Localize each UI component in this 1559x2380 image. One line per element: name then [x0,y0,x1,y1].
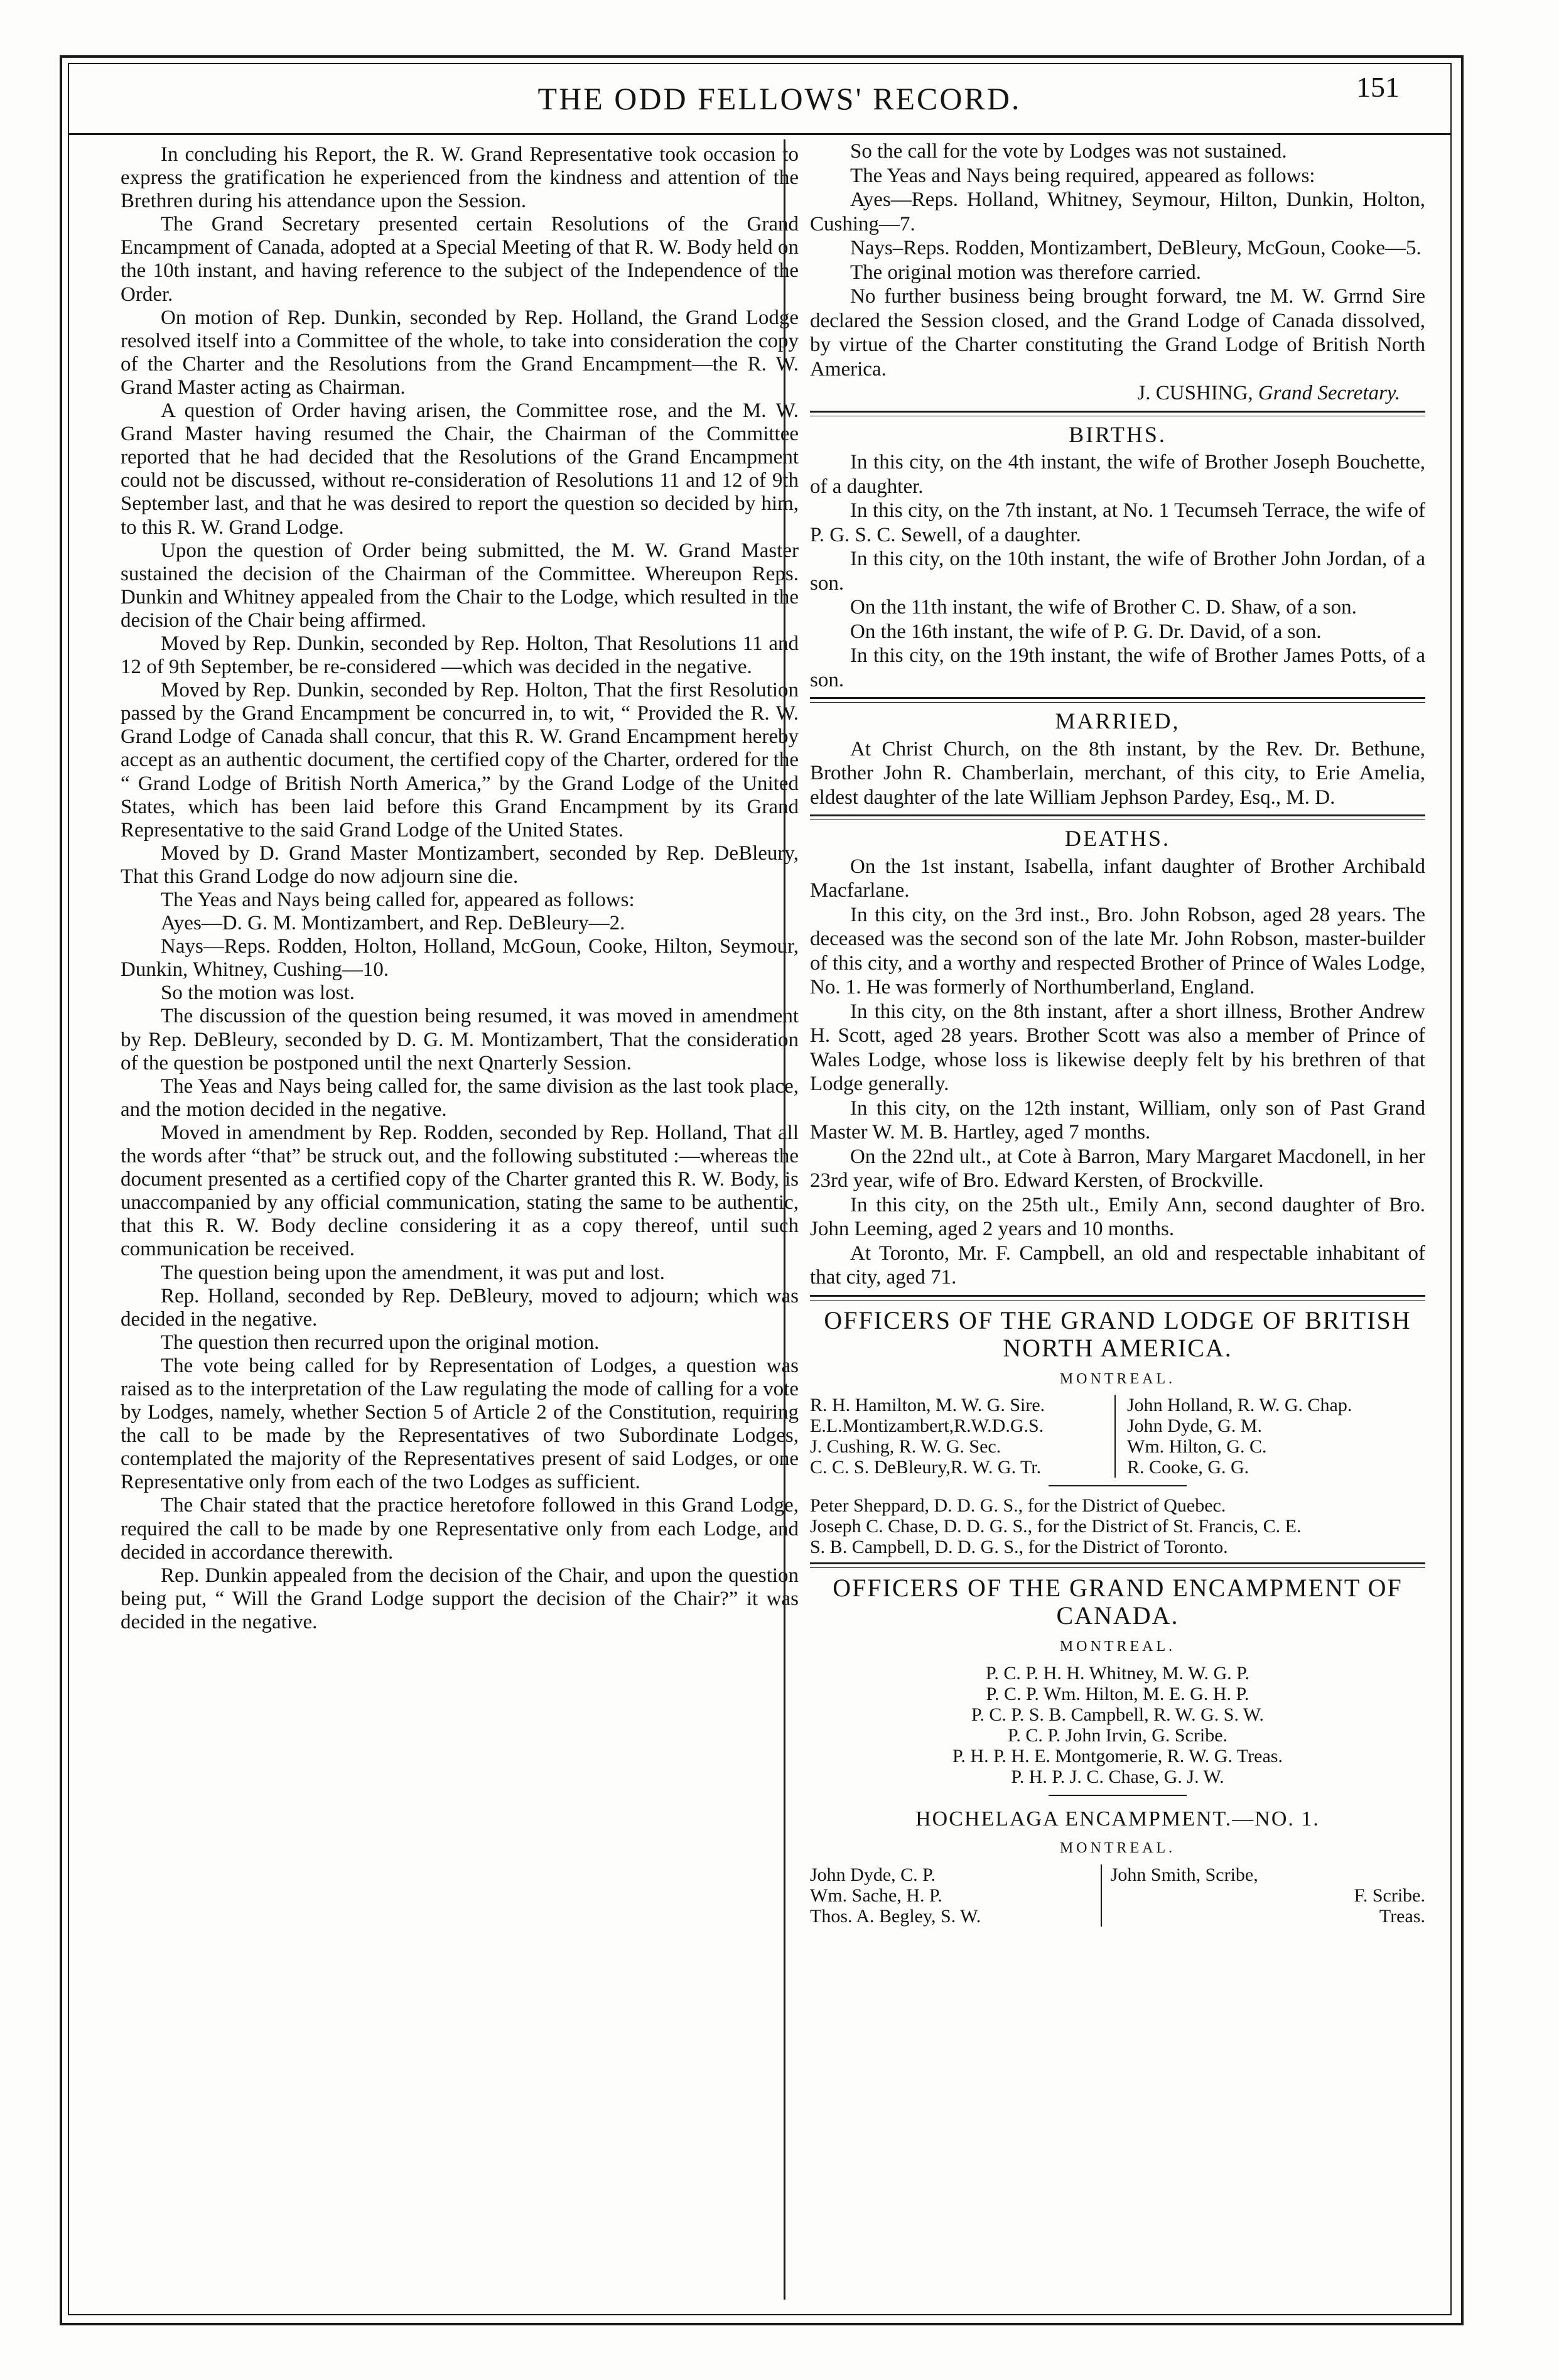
officer-entry: E.L.Montizambert,R.W.D.G.S. [810,1415,1044,1436]
married-heading: MARRIED, [1055,708,1180,733]
paragraph: So the motion was lost. [161,982,355,1005]
deputy-entry: Peter Sheppard, D. D. G. S., for the District of Quebec. [810,1495,1226,1516]
paragraph: Rep. Dunkin appealed from the decision of the Chair, and upon the question being put, “ Will the Grand Lodge support the decision of the Chair?” it was decided in the negative. [121,1564,799,1633]
paragraph: No further business being brought forward, tne M. W. Grrnd Sire declared the Session closed, and the Grand Lodge of Canada dissolved, by virtue of the Charter constituting the Grand Lodge of British North America. [810,285,1425,381]
section-rule [810,411,1425,416]
officer-entry: Treas. [1379,1905,1425,1927]
death-notice: In this city, on the 12th instant, William, only son of Past Grand Master W. M. B. Hartley, aged 7 months. [810,1096,1425,1144]
officer-entry: Wm. Sache, H. P. [810,1885,942,1906]
officer-entry: P. C. P. H. H. Whitney, M. W. G. P. [985,1662,1250,1684]
paragraph: In concluding his Report, the R. W. Grand Representative took occasion to express the gratification he experienced from the kindness and attention of the Brethren during his attendance upon the Session. [121,143,799,213]
officer-entry: P. H. P. J. C. Chase, G. J. W. [1011,1766,1224,1787]
officer-list-right [1102,1864,1425,1927]
deputy-entry: Joseph C. Chase, D. D. G. S., for the District of St. Francis, C. E. [810,1516,1302,1537]
officer-entry: P. H. P. H. E. Montgomerie, R. W. G. Treas. [952,1745,1283,1766]
birth-notice: In this city, on the 19th instant, the wife of Brother James Potts, of a son. [810,644,1425,691]
section-rule [810,1562,1425,1568]
death-notice: On the 1st instant, Isabella, infant daughter of Brother Archibald Macfarlane. [810,855,1425,902]
birth-notice: In this city, on the 10th instant, the wife of Brother John Jordan, of a son. [810,548,1425,595]
officer-entry: P. C. P. S. B. Campbell, R. W. G. S. W. [971,1704,1264,1725]
death-notice: In this city, on the 8th instant, after a short illness, Brother Andrew H. Scott, aged 28 years. Brother Scott was also a member of Prince of Wales Lodge, whose loss is likewise deeply felt by his brethren of that Lodge generally. [810,1000,1425,1095]
paragraph: The Grand Secretary presented certain Resolutions of the Grand Encampment of Canada, adopted at a Special Meeting of that R. W. Body held on the 10th instant, and having reference to the subject of the Independence of the Order. [121,213,799,306]
right-column [810,139,1425,1927]
officer-entry: C. C. S. DeBleury,R. W. G. Tr. [810,1457,1042,1478]
signature-name: J. CUSHING, [1137,382,1253,404]
officer-entry: John Smith, Scribe, [1110,1864,1258,1885]
paragraph: On motion of Rep. Dunkin, seconded by Rep. Holland, the Grand Lodge resolved itself into a Committee of the whole, to take into consideration the copy of the Charter and the Resolutions from the Grand Encampment—the R. W. Grand Master acting as Chairman. [121,306,799,399]
paragraph: Moved in amendment by Rep. Rodden, seconded by Rep. Holland, That all the words after “that” be struck out, and the following substituted :—whereas the document presented as a certified copy of the Charter granted this R. W. Body, is unaccompanied by any official communication, stating the same to be authentic, that this R. W. Body decline considering it as a copy thereof, until such communication be received. [121,1121,799,1261]
paragraph: Moved by Rep. Dunkin, seconded by Rep. Holton, That the first Resolution passed by the Grand Encampment be concurred in, to wit, “ Provided the R. W. Grand Lodge of Canada shall concur, that this R. W. Grand Encampment hereby accept as an authentic document, the certified copy of the Charter, ordered for the “ Grand Lodge of British North America,” by the Grand Lodge of the United States, which has been laid before this Grand Encampment by its Grand Representative to the said Grand Lodge of the United States. [121,679,799,841]
paragraph: The Yeas and Nays being called for, appeared as follows: [161,889,635,911]
birth-notice: In this city, on the 7th instant, at No. 1 Tecumseh Terrace, the wife of P. G. S. C. Sewell, of a daughter. [810,499,1425,546]
officer-list-left [810,1395,1116,1478]
hochelaga-location: MONTREAL. [1059,1840,1176,1856]
paragraph: The Yeas and Nays being called for, the same division as the last took place, and the motion decided in the negative. [121,1074,799,1121]
officer-entry: R. H. Hamilton, M. W. G. Sire. [810,1395,1045,1415]
signature [810,381,1425,406]
paragraph: Ayes—D. G. M. Montizambert, and Rep. DeBleury—2. [161,912,625,935]
paragraph: Rep. Holland, seconded by Rep. DeBleury, moved to adjourn; which was decided in the negative. [121,1284,799,1331]
paragraph: The Chair stated that the practice heretofore followed in this Grand Lodge, required the call to be made by one Representative only from each Lodge, and decided in accordance therewith. [121,1494,799,1564]
birth-notice: On the 11th instant, the wife of Brother C. D. Shaw, of a son. [850,596,1357,619]
grand-lodge-officer-table [810,1395,1425,1478]
paragraph: Nays—Reps. Rodden, Holton, Holland, McGoun, Cooke, Hilton, Seymour, Dunkin, Whitney, Cushing—10. [121,935,799,982]
officer-list-right [1116,1395,1425,1478]
grand-lodge-officers-heading: OFFICERS OF THE GRAND LODGE OF BRITISH NORTH AMERICA. [824,1306,1411,1362]
officer-entry: John Holland, R. W. G. Chap. [1127,1395,1352,1415]
paragraph: Upon the question of Order being submitted, the M. W. Grand Master sustained the decision of the Chairman of the Committee. Whereupon Reps. Dunkin and Whitney appealed from the Chair to the Lodge, which resulted in the decision of the Chair being affirmed. [121,539,799,632]
death-notice: On the 22nd ult., at Cote à Barron, Mary Margaret Macdonell, in her 23rd year, wife of Bro. Edward Kersten, of Brockville. [810,1145,1425,1192]
column-divider [784,139,785,2300]
officer-entry: Wm. Hilton, G. C. [1127,1436,1267,1457]
officer-entry: Thos. A. Begley, S. W. [810,1905,981,1927]
paragraph: The Yeas and Nays being required, appeared as follows: [850,164,1315,187]
header-rule [69,133,1450,135]
paragraph: Moved by Rep. Dunkin, seconded by Rep. Holton, That Resolutions 11 and 12 of 9th September, be re-considered —which was decided in the negative. [121,632,799,679]
signature-title: Grand Secretary. [1258,382,1400,404]
births-heading: BIRTHS. [1069,421,1167,447]
grand-lodge-location: MONTREAL. [1059,1370,1176,1387]
deputy-list [810,1495,1425,1557]
section-rule [810,814,1425,820]
marriage-notice: At Christ Church, on the 8th instant, by the Rev. Dr. Bethune, Brother John R. Chamberlain, merchant, of this city, to Erie Amelia, eldest daughter of the late William Jephson Pardey, Esq., M. D. [810,737,1425,809]
birth-notice: In this city, on the 4th instant, the wife of Brother Joseph Bouchette, of a daughter. [810,451,1425,498]
encampment-location: MONTREAL. [1059,1638,1176,1655]
divider [1049,1485,1187,1486]
section-rule [810,697,1425,703]
paragraph: The vote being called for by Representation of Lodges, a question was raised as to the interpretation of the Law regulating the mode of calling for a vote by Lodges, namely, whether Section 5 of Article 2 of the Constitution, requiring the call to be made by the Representatives of two Subordinate Lodges, contemplated the majority of the Representatives present of said Lodges, or one Representative only from each of the two Lodges as sufficient. [121,1354,799,1494]
deputy-entry: S. B. Campbell, D. D. G. S., for the District of Toronto. [810,1537,1228,1557]
paragraph: The question then recurred upon the original motion. [161,1331,600,1354]
officer-entry: J. Cushing, R. W. G. Sec. [810,1436,1001,1457]
paragraph: The original motion was therefore carried. [850,261,1201,284]
left-column [121,143,799,1634]
paragraph: A question of Order having arisen, the Committee rose, and the M. W. Grand Master having resumed the Chair, the Chairman of the Committee reported that he had decided that the Resolutions of the Grand Encampment could not be discussed, without re-consideration of Resolutions 11 and 12 of 9th September last, and that he was desired to report the question so decided by him, to this R. W. Grand Lodge. [121,399,799,539]
paragraph: Nays–Reps. Rodden, Montizambert, DeBleury, McGoun, Cooke—5. [850,237,1421,259]
paragraph: The discussion of the question being resumed, it was moved in amendment by Rep. DeBleury, seconded by D. G. M. Montizambert, That the consideration of the question be postponed until the next Qnarterly Session. [121,1005,799,1074]
paragraph: Ayes—Reps. Holland, Whitney, Seymour, Hilton, Dunkin, Holton, Cushing—7. [810,188,1425,235]
death-notice: In this city, on the 3rd inst., Bro. John Robson, aged 28 years. The deceased was the second son of the late Mr. John Robson, master-builder of this city, and a worthy and respected Brother of Prince of Wales Lodge, No. 1. He was formerly of Northumberland, England. [810,903,1425,998]
hochelaga-heading: HOCHELAGA ENCAMPMENT.—NO. 1. [915,1807,1320,1831]
death-notice: At Toronto, Mr. F. Campbell, an old and respectable inhabitant of that city, aged 71. [810,1241,1425,1289]
paragraph: So the call for the vote by Lodges was not sustained. [850,140,1287,163]
running-title: THE ODD FELLOWS' RECORD. [537,81,1022,116]
divider [1049,1795,1187,1796]
birth-notice: On the 16th instant, the wife of P. G. Dr. David, of a son. [850,620,1322,643]
page-number: 151 [1356,71,1400,103]
officer-entry: P. C. P. John Irvin, G. Scribe. [1007,1724,1228,1746]
officer-entry: John Dyde, C. P. [810,1864,936,1885]
hochelaga-officer-table [810,1864,1425,1927]
officer-list-left [810,1864,1102,1927]
officer-entry: F. Scribe. [1354,1885,1425,1906]
paragraph: The question being upon the amendment, it was put and lost. [161,1261,665,1284]
death-notice: In this city, on the 25th ult., Emily Ann, second daughter of Bro. John Leeming, aged 2 years and 10 months. [810,1193,1425,1240]
encampment-officer-list [810,1663,1425,1787]
section-rule [810,1295,1425,1301]
officer-entry: R. Cooke, G. G. [1127,1457,1249,1478]
paragraph: Moved by D. Grand Master Montizambert, seconded by Rep. DeBleury, That this Grand Lodge do now adjourn sine die. [121,841,799,888]
officer-entry: P. C. P. Wm. Hilton, M. E. G. H. P. [986,1683,1249,1704]
deaths-heading: DEATHS. [1064,826,1170,851]
officer-entry: John Dyde, G. M. [1127,1415,1262,1436]
encampment-officers-heading: OFFICERS OF THE GRAND ENCAMPMENT OF CANADA. [833,1574,1403,1630]
